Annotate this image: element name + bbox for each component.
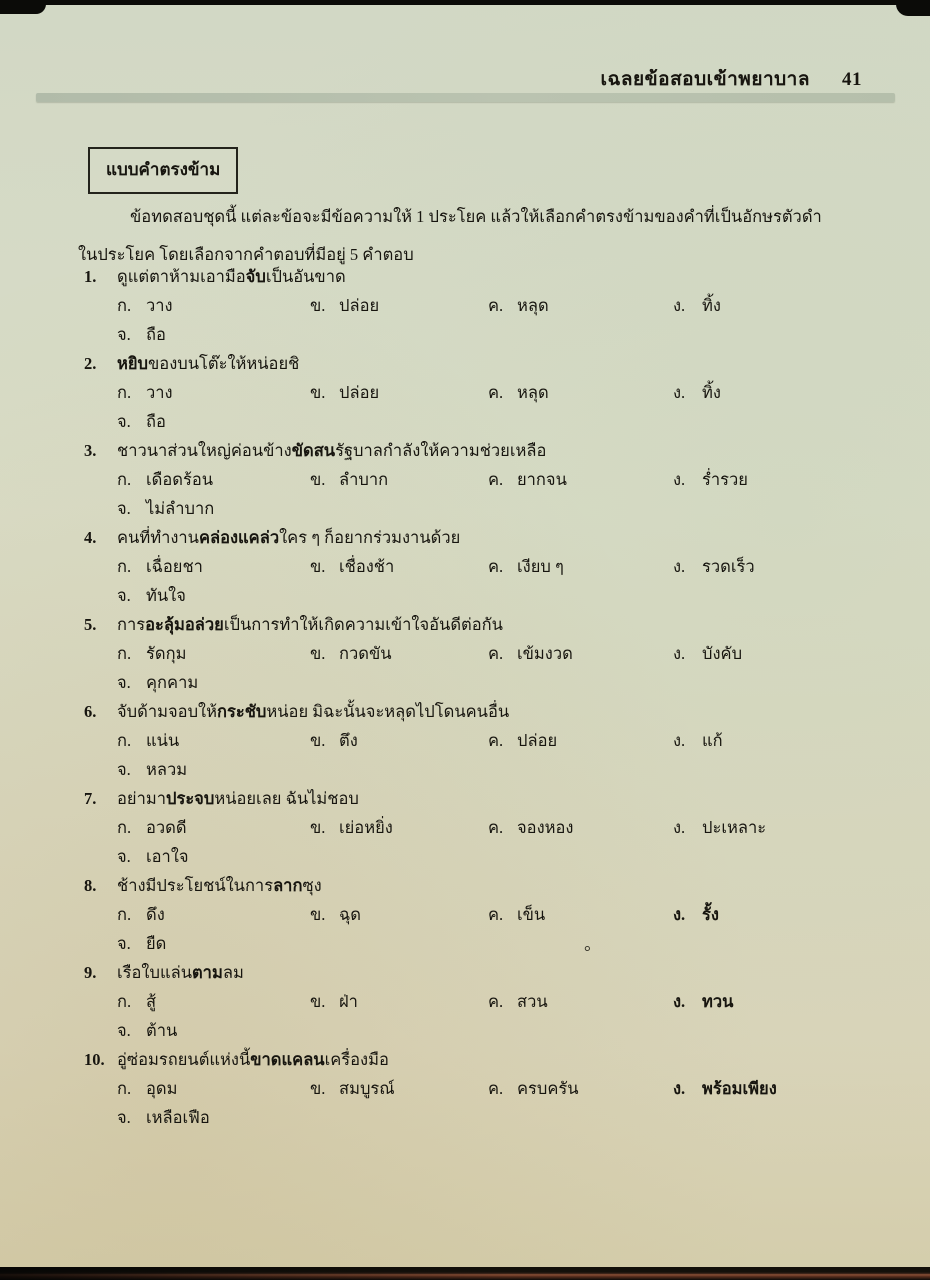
question-post: เป็นการทำให้เกิดความเข้าใจอันดีต่อกัน xyxy=(223,615,503,634)
question-pre: ชาวนาส่วนใหญ่ค่อนข้าง xyxy=(117,441,292,460)
option-label: ก. xyxy=(117,1079,132,1098)
option-label: จ. xyxy=(117,1021,131,1040)
option xyxy=(673,291,892,320)
option-text: ทวน xyxy=(702,992,734,1011)
question-pre: เรือใบแล่น xyxy=(117,963,192,982)
question-sentence xyxy=(117,523,892,552)
option-label: ง. xyxy=(673,296,686,315)
page-number: 41 xyxy=(842,69,862,90)
option xyxy=(310,900,488,929)
option xyxy=(488,639,673,668)
option-label: ค. xyxy=(488,557,504,576)
option xyxy=(117,1021,177,1040)
option-text: ลำบาก xyxy=(339,470,389,489)
option-text: เข็น xyxy=(517,905,546,924)
question-body xyxy=(117,871,892,958)
scan-corner-top-right xyxy=(896,0,930,16)
scan-edge-top xyxy=(0,0,930,5)
option-label: ง. xyxy=(673,731,686,750)
question-number: 9. xyxy=(84,963,97,982)
option xyxy=(117,726,310,755)
option xyxy=(117,987,310,1016)
question-block xyxy=(84,697,892,784)
option-label: ข. xyxy=(310,731,326,750)
option-text: ทันใจ xyxy=(146,586,186,605)
question-block xyxy=(84,349,892,436)
option xyxy=(310,987,488,1016)
question-block xyxy=(84,1045,892,1132)
option-label: ข. xyxy=(310,644,326,663)
option-label: ข. xyxy=(310,383,326,402)
option xyxy=(488,813,673,842)
option xyxy=(673,552,892,581)
option-text: เอาใจ xyxy=(146,847,189,866)
option xyxy=(117,847,189,866)
option-text: แก้ xyxy=(702,731,723,750)
question-number: 5. xyxy=(84,615,97,634)
option-label: ง. xyxy=(673,1079,686,1098)
option xyxy=(117,1108,210,1127)
option xyxy=(488,291,673,320)
option-text: กวดขัน xyxy=(339,644,392,663)
option-text: คุกคาม xyxy=(146,673,199,692)
option-label: ง. xyxy=(673,383,686,402)
question-post: ใคร ๆ ก็อยากร่วมงานด้วย xyxy=(279,528,461,547)
option-label: ข. xyxy=(310,557,326,576)
option xyxy=(117,325,166,344)
option xyxy=(310,552,488,581)
option-text: วาง xyxy=(146,296,173,315)
question-pre: จับด้ามจอบให้ xyxy=(117,702,217,721)
option xyxy=(310,378,488,407)
option-text: ดึง xyxy=(146,905,165,924)
option xyxy=(488,726,673,755)
option-label: ก. xyxy=(117,470,132,489)
question-post: ลม xyxy=(222,963,244,982)
option xyxy=(310,813,488,842)
option xyxy=(488,1074,673,1103)
option-label: จ. xyxy=(117,934,131,953)
question-body xyxy=(117,349,892,436)
option-extra-row xyxy=(117,668,892,697)
option-label: ก. xyxy=(117,383,132,402)
option xyxy=(117,673,198,692)
option xyxy=(673,900,892,929)
option-label: ค. xyxy=(488,296,504,315)
option-extra-row xyxy=(117,1016,892,1045)
option-label: ง. xyxy=(673,992,686,1011)
option-extra-row xyxy=(117,1103,892,1132)
option-label: ข. xyxy=(310,1079,326,1098)
option-label: จ. xyxy=(117,325,131,344)
option-label: จ. xyxy=(117,847,131,866)
option-text: ปล่อย xyxy=(517,731,558,750)
options-row xyxy=(117,987,892,1016)
question-body xyxy=(117,697,892,784)
option-label: ค. xyxy=(488,383,504,402)
question-body xyxy=(117,784,892,871)
question-body xyxy=(117,436,892,523)
question-sentence xyxy=(117,262,892,291)
option xyxy=(117,586,186,605)
options-row xyxy=(117,1074,892,1103)
option-text: อวดดี xyxy=(146,818,187,837)
option-text: ถือ xyxy=(146,412,166,431)
option xyxy=(673,987,892,1016)
options-row xyxy=(117,900,892,929)
option-label: ก. xyxy=(117,296,132,315)
question-body xyxy=(117,523,892,610)
option-label: ข. xyxy=(310,992,326,1011)
question-number: 7. xyxy=(84,789,97,808)
option-text: ทิ้ง xyxy=(702,383,721,402)
option-extra-row xyxy=(117,320,892,349)
option xyxy=(310,639,488,668)
running-head xyxy=(0,64,862,94)
option xyxy=(117,552,310,581)
option xyxy=(310,1074,488,1103)
option-label: ข. xyxy=(310,818,326,837)
instructions-line-1: ข้อทดสอบชุดนี้ แต่ละข้อจะมีข้อความให้ 1 ประโยค แล้วให้เลือกคำตรงข้ามของคำที่เป็นอักษรตัวดำ xyxy=(130,207,822,226)
option xyxy=(673,726,892,755)
option xyxy=(673,813,892,842)
option-label: ก. xyxy=(117,818,132,837)
options-row xyxy=(117,291,892,320)
question-keyword: หยิบ xyxy=(117,354,149,373)
option-label: ก. xyxy=(117,731,132,750)
question-sentence xyxy=(117,610,892,639)
option xyxy=(117,412,166,431)
option-text: ครบครัน xyxy=(517,1079,579,1098)
option-label: ข. xyxy=(310,296,326,315)
question-keyword: อะลุ้มอล่วย xyxy=(145,615,224,634)
option-text: ยากจน xyxy=(517,470,567,489)
option-text: หลุด xyxy=(517,296,549,315)
option-text: ปล่อย xyxy=(339,383,380,402)
option-text: รวดเร็ว xyxy=(702,557,755,576)
question-post: หน่อยเลย ฉันไม่ชอบ xyxy=(214,789,359,808)
options-row xyxy=(117,639,892,668)
question-number: 2. xyxy=(84,354,97,373)
question-pre: ช้างมีประโยชน์ในการ xyxy=(117,876,274,895)
question-body xyxy=(117,610,892,697)
option-extra-row xyxy=(117,581,892,610)
option-text: ไม่ลำบาก xyxy=(146,499,215,518)
question-pre: ดูแต่ตาห้ามเอามือ xyxy=(117,267,246,286)
question-sentence xyxy=(117,784,892,813)
question-sentence xyxy=(117,871,892,900)
options-row xyxy=(117,726,892,755)
question-body xyxy=(117,262,892,349)
instructions-line-2: ในประโยค โดยเลือกจากคำตอบที่มีอยู่ 5 คำตอบ xyxy=(78,245,414,264)
option xyxy=(117,760,187,779)
question-block xyxy=(84,784,892,871)
questions-list xyxy=(84,262,892,1132)
option xyxy=(117,291,310,320)
option-label: ค. xyxy=(488,470,504,489)
option xyxy=(117,934,166,953)
option-text: หลุด xyxy=(517,383,549,402)
option-extra-row xyxy=(117,407,892,436)
option xyxy=(117,1074,310,1103)
option-label: ข. xyxy=(310,905,326,924)
option xyxy=(488,465,673,494)
option-text: แน่น xyxy=(146,731,180,750)
option-label: ค. xyxy=(488,731,504,750)
option-text: สมบูรณ์ xyxy=(339,1079,395,1098)
option-label: จ. xyxy=(117,673,131,692)
option-text: รั้ง xyxy=(702,905,719,924)
option-extra-row xyxy=(117,494,892,523)
option xyxy=(488,987,673,1016)
option-label: ง. xyxy=(673,470,686,489)
option-text: เชื่องช้า xyxy=(339,557,395,576)
option-text: ทิ้ง xyxy=(702,296,721,315)
option-text: ถือ xyxy=(146,325,166,344)
option-text: ฝ่า xyxy=(339,992,358,1011)
option-label: ง. xyxy=(673,818,686,837)
option-text: เงียบ ๆ xyxy=(517,557,564,576)
question-body xyxy=(117,958,892,1045)
question-pre: อู่ซ่อมรถยนต์แห่งนี้ xyxy=(117,1050,251,1069)
option-label: ง. xyxy=(673,644,686,663)
option-label: ข. xyxy=(310,470,326,489)
question-keyword: ขัดสน xyxy=(291,441,336,460)
option xyxy=(488,378,673,407)
scan-edge-bottom xyxy=(0,1267,930,1280)
question-block xyxy=(84,523,892,610)
option xyxy=(488,900,673,929)
option-label: จ. xyxy=(117,412,131,431)
option-label: ค. xyxy=(488,818,504,837)
question-block xyxy=(84,610,892,697)
question-post: หน่อย มิฉะนั้นจะหลุดไปโดนคนอื่น xyxy=(266,702,510,721)
option xyxy=(673,465,892,494)
scan-corner-top-left xyxy=(0,0,46,14)
question-number: 3. xyxy=(84,441,97,460)
question-pre: อย่ามา xyxy=(117,789,166,808)
question-number: 1. xyxy=(84,267,97,286)
option-text: ตึง xyxy=(339,731,358,750)
option xyxy=(673,378,892,407)
option-text: รัดกุม xyxy=(146,644,187,663)
option xyxy=(117,900,310,929)
option-extra-row xyxy=(117,842,892,871)
question-keyword: ขาดแคลน xyxy=(250,1050,325,1069)
option xyxy=(488,552,673,581)
question-keyword: กระชับ xyxy=(216,702,267,721)
running-head-title: เฉลยข้อสอบเข้าพยาบาล xyxy=(600,69,810,90)
option-label: ก. xyxy=(117,905,132,924)
question-pre: คนที่ทำงาน xyxy=(117,528,199,547)
option-label: จ. xyxy=(117,586,131,605)
question-number: 10. xyxy=(84,1050,105,1069)
question-block xyxy=(84,871,892,958)
option-text: เฉื่อยชา xyxy=(146,557,203,576)
question-sentence xyxy=(117,349,892,378)
option xyxy=(117,499,214,518)
option-text: เหลือเฟือ xyxy=(146,1108,210,1127)
question-number: 6. xyxy=(84,702,97,721)
option xyxy=(310,726,488,755)
option-text: สู้ xyxy=(146,992,157,1011)
option-label: ก. xyxy=(117,644,132,663)
question-pre: การ xyxy=(117,615,146,634)
question-keyword: ตาม xyxy=(191,963,223,982)
question-keyword: ประจบ xyxy=(165,789,215,808)
question-keyword: จับ xyxy=(245,267,266,286)
option-label: ก. xyxy=(117,992,132,1011)
option xyxy=(310,465,488,494)
option-text: วาง xyxy=(146,383,173,402)
option-text: จองหอง xyxy=(517,818,574,837)
option-text: ยืด xyxy=(146,934,167,953)
question-post: เป็นอันขาด xyxy=(265,267,346,286)
option xyxy=(310,291,488,320)
option-label: ก. xyxy=(117,557,132,576)
options-row xyxy=(117,552,892,581)
option-text: พร้อมเพียง xyxy=(702,1079,777,1098)
option-text: บังคับ xyxy=(702,644,743,663)
question-body xyxy=(117,1045,892,1132)
option-extra-row xyxy=(117,755,892,784)
stray-print-mark: ๐ xyxy=(584,942,591,954)
question-sentence xyxy=(117,958,892,987)
question-post: เครื่องมือ xyxy=(324,1050,389,1069)
option xyxy=(673,1074,892,1103)
option xyxy=(117,378,310,407)
question-post: ของบนโต๊ะให้หน่อยชิ xyxy=(148,354,300,373)
option-text: ต้าน xyxy=(146,1021,178,1040)
option-extra-row xyxy=(117,929,892,958)
option-label: ค. xyxy=(488,905,504,924)
question-number: 8. xyxy=(84,876,97,895)
question-keyword: ลาก xyxy=(273,876,303,895)
question-block xyxy=(84,262,892,349)
option-label: จ. xyxy=(117,760,131,779)
option-label: ง. xyxy=(673,905,686,924)
question-sentence xyxy=(117,1045,892,1074)
options-row xyxy=(117,378,892,407)
question-number: 4. xyxy=(84,528,97,547)
question-block xyxy=(84,958,892,1045)
option xyxy=(673,639,892,668)
option xyxy=(117,813,310,842)
options-row xyxy=(117,465,892,494)
option-label: ง. xyxy=(673,557,686,576)
question-post: รัฐบาลกำลังให้ความช่วยเหลือ xyxy=(335,441,547,460)
option-label: ค. xyxy=(488,644,504,663)
option-text: สวน xyxy=(517,992,548,1011)
options-row xyxy=(117,813,892,842)
option xyxy=(117,465,310,494)
question-keyword: คล่องแคล่ว xyxy=(198,528,280,547)
option-label: จ. xyxy=(117,1108,131,1127)
question-sentence xyxy=(117,697,892,726)
option-text: ฉุด xyxy=(339,905,361,924)
question-block xyxy=(84,436,892,523)
option-label: ค. xyxy=(488,992,504,1011)
option-label: ค. xyxy=(488,1079,504,1098)
option-text: อุดม xyxy=(146,1079,178,1098)
option-text: ปล่อย xyxy=(339,296,380,315)
option-text: หลวม xyxy=(146,760,188,779)
option-text: เดือดร้อน xyxy=(146,470,214,489)
question-post: ซุง xyxy=(302,876,322,895)
section-title-box: แบบคำตรงข้าม xyxy=(88,147,238,194)
header-rule xyxy=(36,93,895,102)
option-text: เย่อหยิ่ง xyxy=(339,818,393,837)
option-text: ปะเหลาะ xyxy=(702,818,767,837)
option-label: จ. xyxy=(117,499,131,518)
option xyxy=(117,639,310,668)
option-text: ร่ำรวย xyxy=(702,470,748,489)
option-text: เข้มงวด xyxy=(517,644,573,663)
question-sentence xyxy=(117,436,892,465)
